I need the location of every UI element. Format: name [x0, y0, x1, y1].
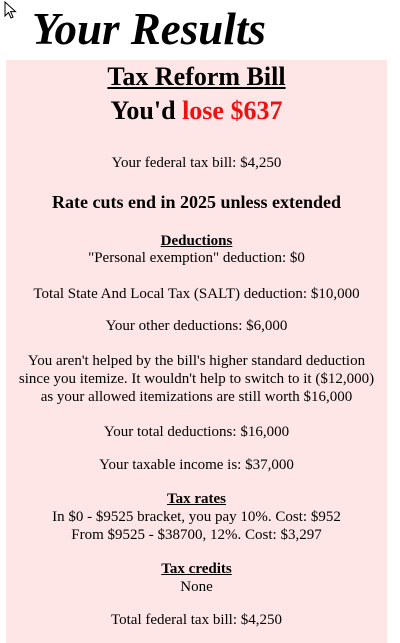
standard-note-line: You aren't helped by the bill's higher standard deduction [27, 353, 366, 369]
total-federal-tax-bill: Total federal tax bill: $4,250 [111, 612, 282, 628]
result-summary [6, 95, 387, 127]
tax-rates-list [6, 508, 387, 544]
deductions-heading: Deductions [160, 233, 233, 249]
tax-rates-heading: Tax rates [166, 491, 227, 507]
bill-title: Tax Reform Bill [107, 62, 286, 91]
rate-cut-warning: Rate cuts end in 2025 unless extended [51, 192, 342, 212]
mouse-pointer-icon [4, 1, 20, 21]
results-panel [6, 60, 387, 643]
result-amount: lose $637 [182, 96, 283, 125]
result-prefix: You'd [110, 96, 183, 125]
federal-tax-bill: Your federal tax bill: $4,250 [111, 155, 282, 171]
tax-credits-value: None [180, 579, 213, 595]
salt-deduction: Total State And Local Tax (SALT) deduction: $10,000 [33, 286, 360, 302]
standard-note-line: as your allowed itemizations are still worth $16,000 [40, 389, 353, 405]
standard-deduction-note [6, 352, 387, 406]
total-deductions: Your total deductions: $16,000 [103, 424, 290, 440]
page-title: Your Results [32, 4, 266, 54]
standard-note-line: since you itemize. It wouldn't help to switch to it ($12,000) [18, 371, 375, 387]
taxable-income: Your taxable income is: $37,000 [99, 457, 294, 473]
tax-credits-heading: Tax credits [161, 561, 232, 577]
tax-rate-line: In $0 - $9525 bracket, you pay 10%. Cost: $952 [52, 509, 341, 525]
other-deductions: Your other deductions: $6,000 [105, 318, 288, 334]
personal-exemption-deduction: "Personal exemption" deduction: $0 [88, 250, 305, 266]
tax-rate-line: From $9525 - $38700, 12%. Cost: $3,297 [71, 527, 322, 543]
